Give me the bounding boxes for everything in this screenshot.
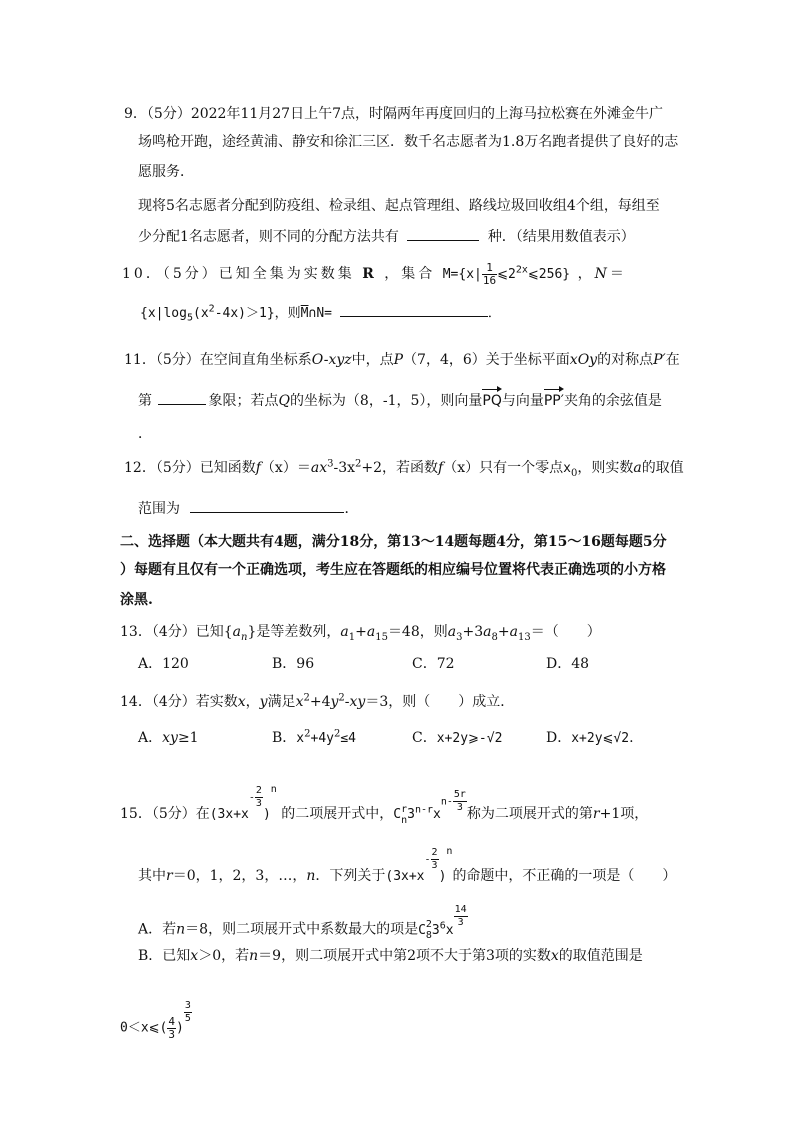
answer-blank[interactable] bbox=[407, 226, 479, 241]
vector-pq: PQ bbox=[482, 393, 502, 409]
general-term: C r n 3$^{n-r}$xn- $\frac{5r}{3}$ bbox=[393, 788, 466, 826]
q10-text: ， bbox=[577, 266, 595, 282]
q10-line-1: 10．（5分）已知全集为实数集 R ，集合 M={x| $\frac{1}{16}$ $⩽2^{2x}⩽256$} ，N＝ bbox=[122, 261, 627, 287]
q9-text: 少分配1名志愿者，则不同的分配方法共有 bbox=[138, 229, 399, 245]
set-r: R bbox=[362, 266, 377, 282]
q11-line-3: ． bbox=[138, 426, 152, 442]
q15-option-a[interactable]: A．若n＝8，则二项展开式中系数最大的项是C 2 8 $3^6x$ $\frac{14}{3}$ bbox=[138, 904, 467, 941]
q13-option-b[interactable]: B．96 bbox=[272, 656, 315, 672]
q14-option-c[interactable]: C．x+2y⩾-√2 bbox=[412, 730, 503, 746]
q10-text: ，集合 bbox=[384, 266, 436, 282]
q13-option-a[interactable]: A．120 bbox=[138, 656, 189, 672]
vector-ppp: PP′ bbox=[543, 393, 564, 409]
q11-line-1: 11．（5分）在空间直角坐标系O-xyz中，点P（7，4，6）关于坐标平面xOy的对称点P′在 bbox=[124, 352, 680, 368]
q9-line-3: 愿服务． bbox=[138, 164, 194, 180]
q15-line-1: 15．（5分）在(3x+x- $\frac{2}{3}$ )n 的二项展开式中，C r n 3$^{n-r}$xn- $\frac{5r}{3}$ 称为二项展开式的第r+1项， bbox=[120, 784, 649, 826]
section-2-line-2: ）每题有且仅有一个正确选项，考生应在答题纸的相应编号位置将代表正确选项的小方格 bbox=[120, 562, 666, 578]
q11-line-2: 第 象限；若点Q的坐标为（8，-1，5），则向量PQ与向量PP′夹角的余弦值是 bbox=[138, 390, 662, 411]
section-2-line-3: 涂黑. bbox=[120, 592, 153, 608]
q14-stem: 14．（4分）若实数x，y满足$x^2+4y^2-xy=3$，则（ ）成立． bbox=[120, 692, 515, 710]
q15-option-b[interactable]: B．已知x＞0，若n＝9，则二项展开式中第2项不大于第3项的实数x的取值范围是 bbox=[138, 948, 643, 964]
q12-line-2: 范围为 ． bbox=[138, 498, 358, 519]
q15-option-b-range: 0＜x⩽( $\frac{4}{3}$ ) $\frac{3}{5}$ bbox=[120, 1000, 191, 1041]
q13-option-d[interactable]: D．48 bbox=[546, 656, 590, 672]
section-2-line-1: 二、选择题（本大题共有4题，满分18分，第13～14题每题4分，第15～16题每题5分 bbox=[120, 534, 667, 550]
binomial-expr: (3x+x- $\frac{2}{3}$ )n bbox=[385, 846, 453, 884]
q9-text: 种．（结果用数值表示） bbox=[487, 229, 635, 245]
q13-option-c[interactable]: C．72 bbox=[412, 656, 455, 672]
q10-line-2: $\{x|\log_5(x^2-4x)>1\}$，则$\overline{M}\cap N=$ ． bbox=[140, 303, 501, 324]
q9-line-1: 9．（5分）2022年11月27日上午7点，时隔两年再度回归的上海马拉松赛在外滩金牛广 bbox=[124, 106, 663, 122]
q9-line-4: 现将5名志愿者分配到防疫组、检录组、起点管理组、路线垃圾回收组4个组，每组至 bbox=[138, 198, 660, 214]
q12-line-1: 12．（5分）已知函数$f(x)=ax^3-3x^2+2$，若函数f（x）只有一个零点$x_0$，则实数a的取值 bbox=[124, 458, 684, 479]
q14-option-a[interactable]: A．xy≥1 bbox=[138, 730, 199, 746]
q10-text: 10．（5分）已知全集为实数集 bbox=[122, 266, 355, 282]
answer-blank[interactable] bbox=[340, 302, 488, 317]
q13-stem: 13．（4分）已知$\{a_n\}$是等差数列，$a_1+a_{15}=48$，则$a_3+3a_8+a_{13}=$（ ） bbox=[120, 624, 601, 643]
q14-option-d[interactable]: D．x+2y⩽√2. bbox=[546, 730, 634, 746]
set-n: N bbox=[594, 266, 610, 282]
q9-line-5 bbox=[138, 226, 635, 247]
q15-line-2: 其中r＝0，1，2，3，…，n．下列关于(3x+x- $\frac{2}{3}$ )n的命题中，不正确的一项是（ ） bbox=[138, 846, 677, 884]
answer-blank[interactable] bbox=[190, 498, 344, 513]
set-m-def: M={x| $\frac{1}{16}$ $⩽2^{2x}⩽256$} bbox=[442, 261, 571, 287]
binomial-expr: (3x+x- $\frac{2}{3}$ )n bbox=[209, 784, 277, 822]
q9-line-2: 场鸣枪开跑，途经黄浦、静安和徐汇三区．数千名志愿者为1.8万名跑者提供了良好的志 bbox=[138, 134, 679, 150]
answer-blank[interactable] bbox=[158, 390, 206, 405]
q14-option-b[interactable]: B．$x^2+4y^2\le 4$ bbox=[272, 728, 357, 746]
